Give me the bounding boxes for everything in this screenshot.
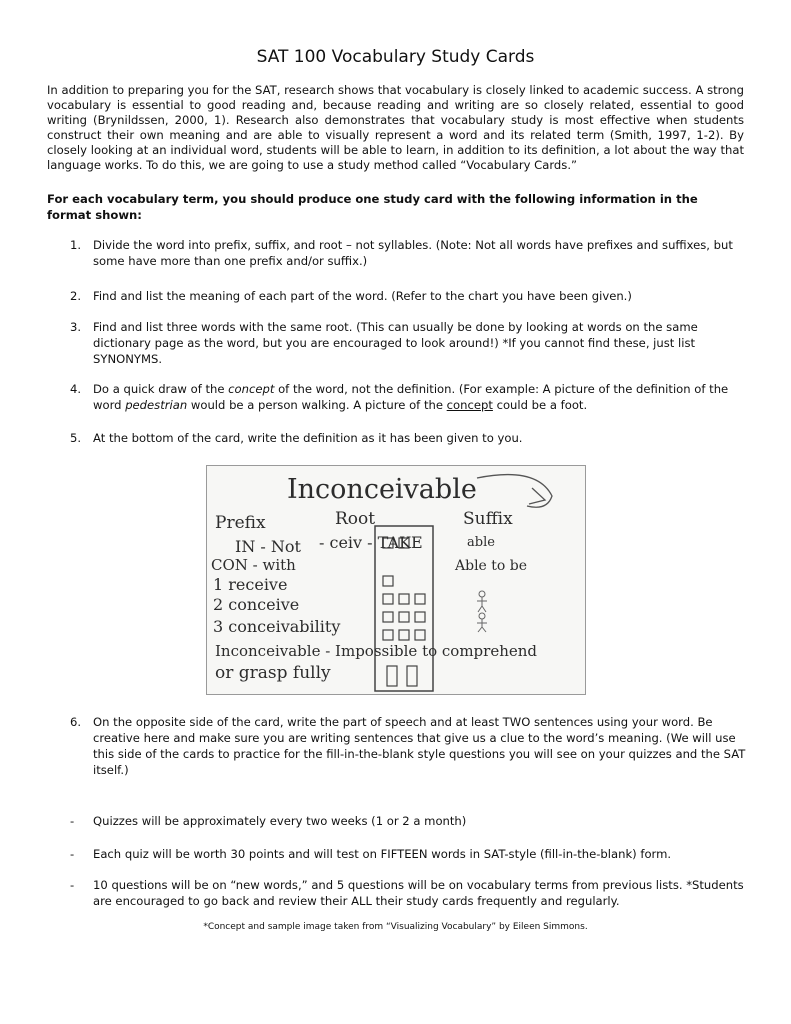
bullet-text: Quizzes will be approximately every two weeks (1 or 2 a month) <box>93 814 467 828</box>
page-title: SAT 100 Vocabulary Study Cards <box>256 47 535 67</box>
card-related-1: 1 receive <box>213 575 288 594</box>
bullet-dash: - <box>70 847 75 861</box>
step-number: 1. <box>70 238 82 252</box>
card-prefix-line1: IN - Not <box>235 537 301 556</box>
intro-paragraph: In addition to preparing you for the SAT, research shows that vocabulary is closely linked to academic success. A strong vocabulary is essential to good reading and, because reading and writing are so closely related, essential to good writing (Brynildssen, 2000, 1). Research also demonstrates that vocabulary study is most effective when students construct their own meaning and are able to visually represent a word and its related term (Smith, 1997, 1-2). By closely looking at an individual word, students will be able to learn, in addition to its definition, a lot about the way that language works. To do this, we are going to use a study method called “Vocabulary Cards.” <box>47 83 744 172</box>
underlined-concept: concept <box>446 398 493 412</box>
card-suffix-line1: able <box>467 535 495 550</box>
step-number: 4. <box>70 382 82 396</box>
step-text: On the opposite side of the card, write the part of speech and at least TWO sentences using your word. Be creative here and make sure you are writing sentences that give us a clue to the word’s meaning. (We will use this side of the cards to practice for the fill-in-the-blank style questions you will see on your quizzes and the SAT itself.) <box>93 715 746 777</box>
step-text-part: of the word, not the definition. (For example: A picture of the definition of the word <box>93 382 729 412</box>
step-text-part: would be a person walking. A picture of the <box>187 398 447 412</box>
card-definition-line2: or grasp fully <box>215 663 331 683</box>
card-root-line: - ceiv - TAKE <box>319 533 423 552</box>
card-word: Inconceivable <box>287 474 477 505</box>
card-suffix-heading: Suffix <box>463 509 513 529</box>
step-text-part: could be a foot. <box>492 398 588 412</box>
bullet-dash: - <box>70 814 75 828</box>
step-text: Find and list three words with the same root. (This can usually be done by looking at words on the same dictionary page as the word, but you are encouraged to look around!) *If you cannot find these, just list SYNONYMS. <box>93 320 698 366</box>
step-number: 5. <box>70 431 82 445</box>
emphasis-concept: concept <box>228 382 275 396</box>
step-number: 6. <box>70 715 82 729</box>
step-text: At the bottom of the card, write the definition as it has been given to you. <box>93 431 523 445</box>
stick-figures <box>477 591 487 632</box>
step-text: Find and list the meaning of each part of the word. (Refer to the chart you have been given.) <box>93 289 632 303</box>
card-related-2: 2 conceive <box>213 595 300 614</box>
card-definition-line1: Inconceivable - Impossible to comprehend <box>215 642 538 660</box>
bullet-text: 10 questions will be on “new words,” and 5 questions will be on vocabulary terms from previous lists. *Students are encouraged to go back and review their ALL their study cards frequently and regularly. <box>93 878 744 908</box>
sample-study-card <box>206 465 586 695</box>
step-number: 2. <box>70 289 82 303</box>
card-prefix-line2: CON - with <box>211 556 296 574</box>
emphasis-pedestrian: pedestrian <box>125 398 188 412</box>
step-text <box>93 381 750 413</box>
bullet-dash: - <box>70 878 75 892</box>
source-footnote: *Concept and sample image taken from “Visualizing Vocabulary” by Eileen Simmons. <box>203 922 588 932</box>
card-related-3: 3 conceivability <box>213 617 341 636</box>
bullet-text: Each quiz will be worth 30 points and will test on FIFTEEN words in SAT-style (fill-in-the-blank) form. <box>93 847 672 861</box>
step-number: 3. <box>70 320 82 334</box>
card-suffix-line2: Able to be <box>455 558 528 574</box>
study-card-drawing <box>207 466 585 694</box>
instructions-lead: For each vocabulary term, you should produce one study card with the following information in the format shown: <box>47 192 698 222</box>
card-prefix-heading: Prefix <box>215 513 266 533</box>
step-text-part: Do a quick draw of the <box>93 382 229 396</box>
card-root-heading: Root <box>335 509 376 529</box>
step-text: Divide the word into prefix, suffix, and root – not syllables. (Note: Not all words have prefixes and suffixes, but some have more than one prefix and/or suffix.) <box>93 238 733 268</box>
